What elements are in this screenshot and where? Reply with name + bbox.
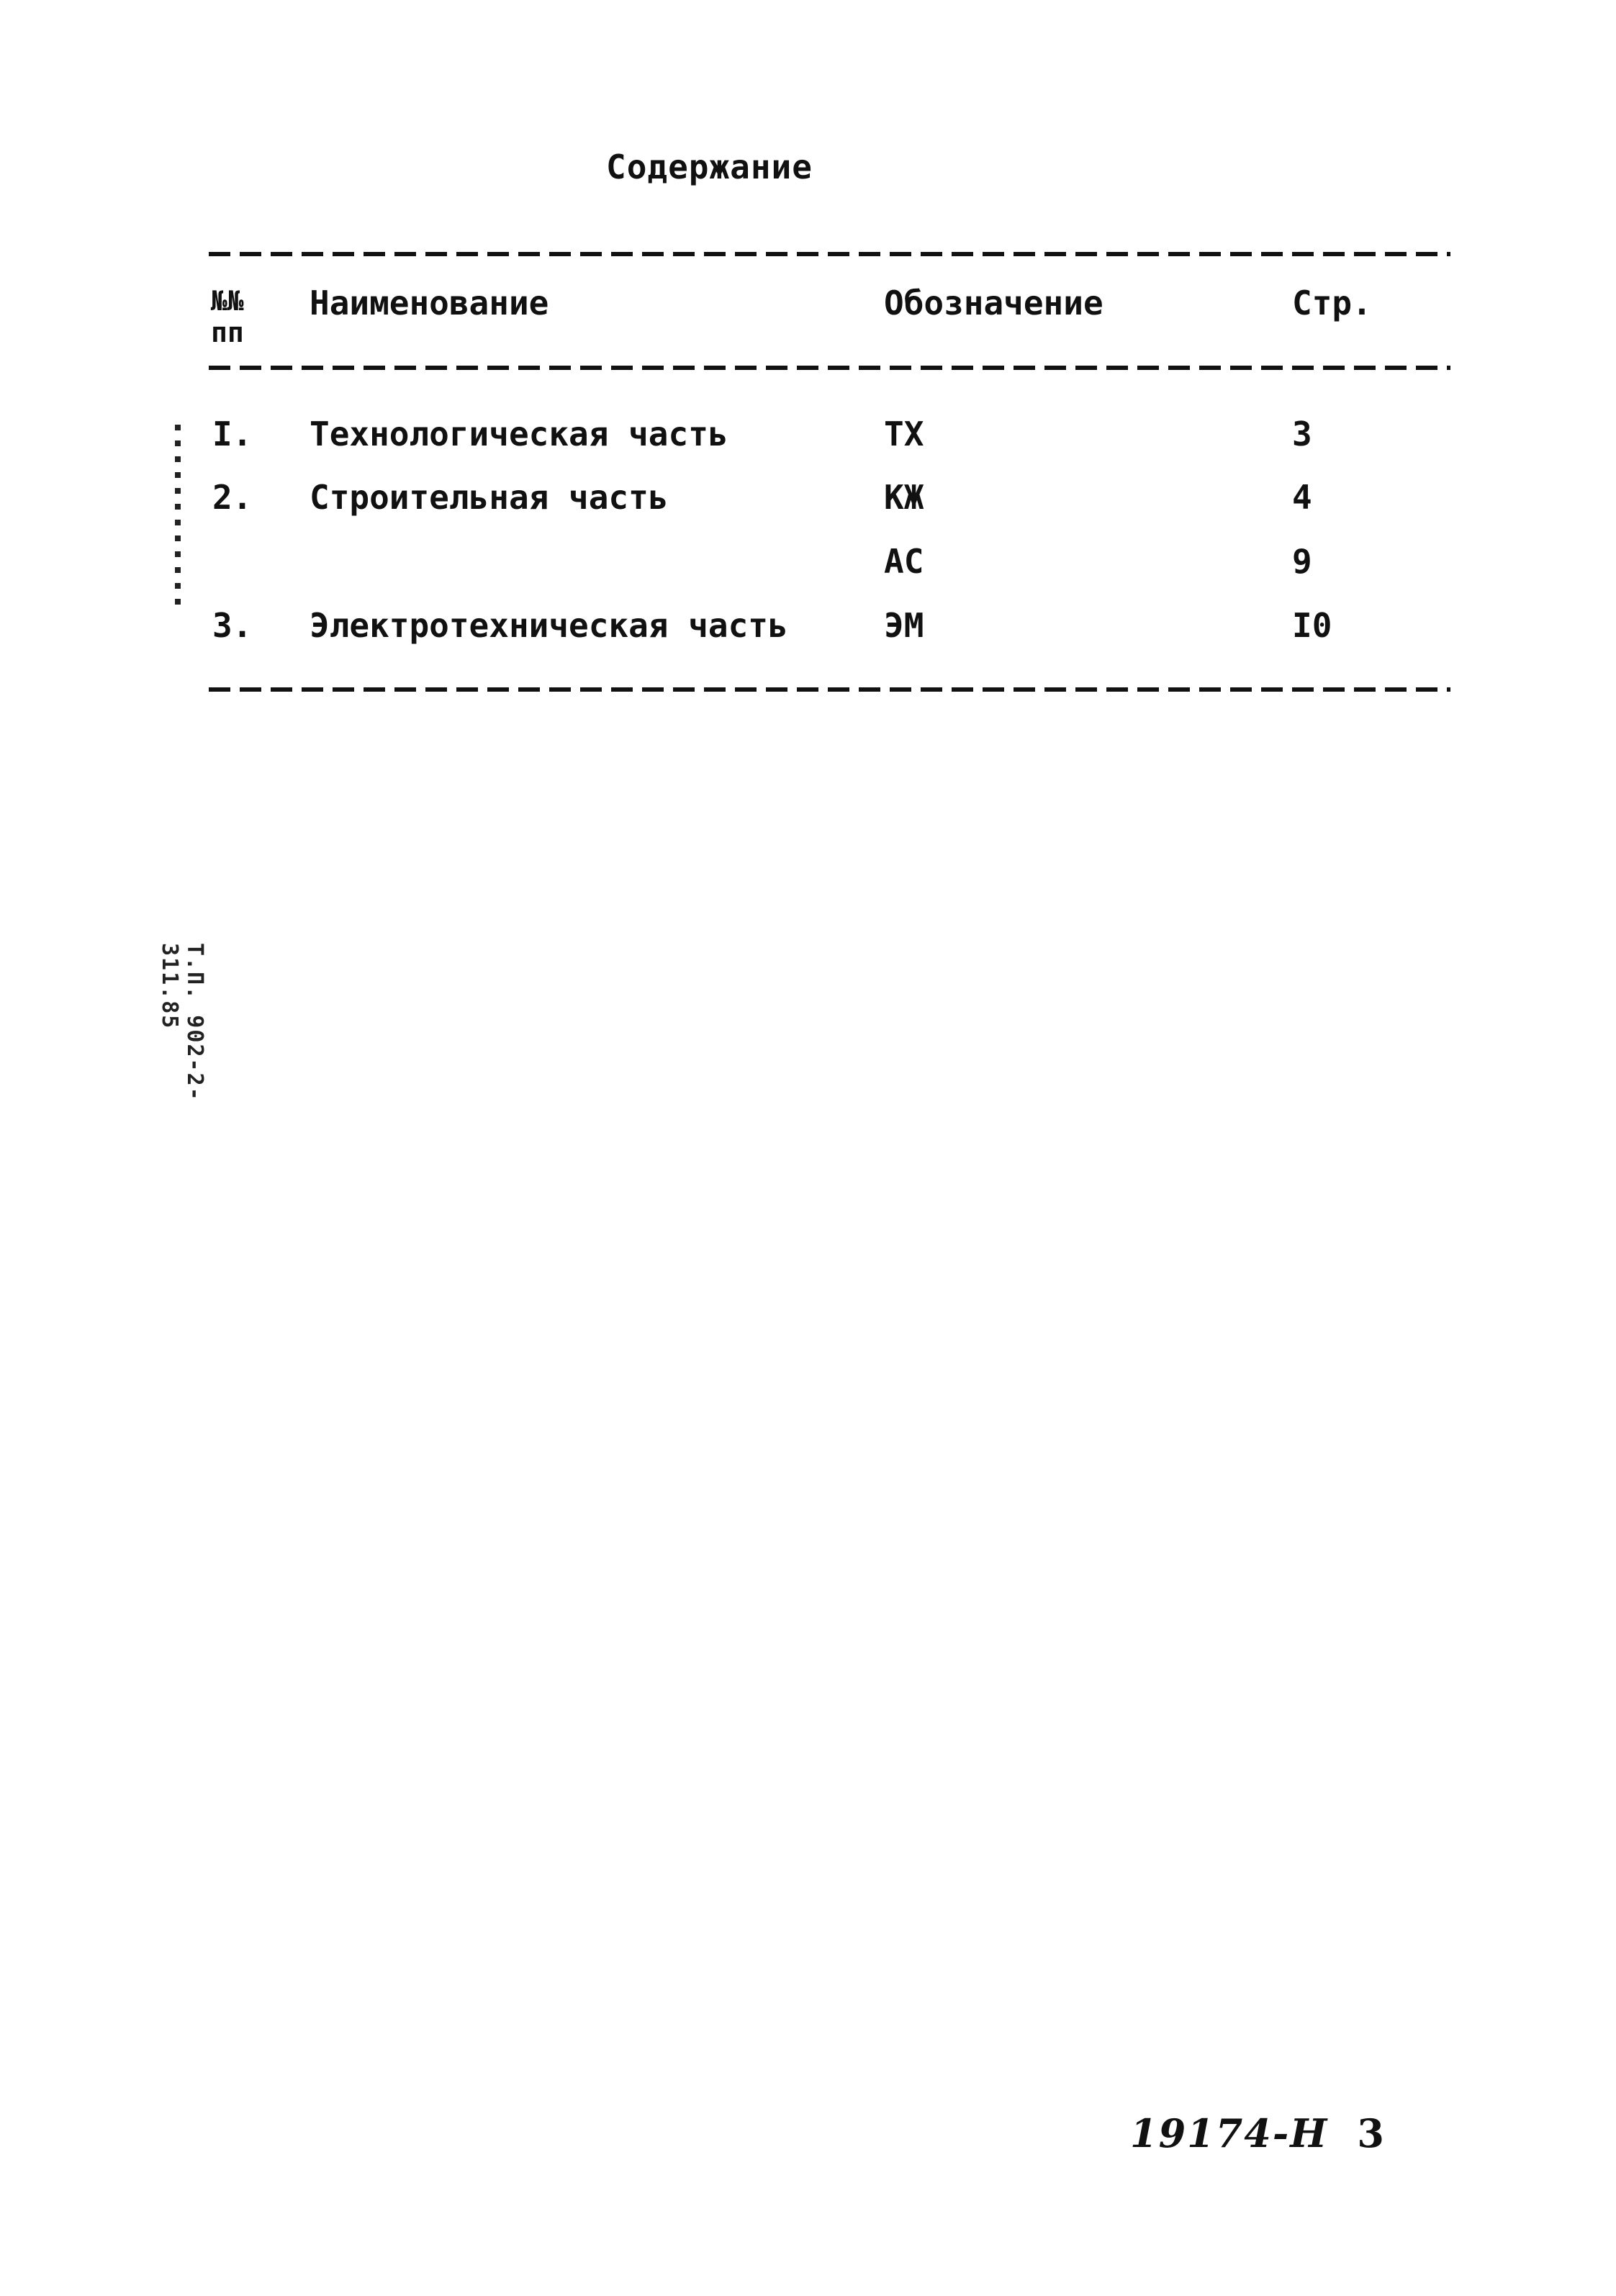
handwritten-page-number: 3 [1357, 2110, 1386, 2156]
table-header-dashed-line [209, 366, 1450, 370]
row-page: 9 [1292, 542, 1312, 581]
header-page: Стр. [1292, 284, 1372, 322]
header-number-line2: пп [211, 317, 244, 348]
row-name: Электротехническая часть [310, 606, 788, 645]
row-page: I0 [1292, 606, 1332, 645]
row-number: 2. [212, 478, 253, 517]
row-designation: АС [884, 542, 924, 581]
header-name: Наименование [310, 284, 549, 322]
margin-stamp [157, 936, 207, 1123]
row-designation: КЖ [884, 478, 924, 517]
row-number: I. [212, 415, 253, 453]
row-name: Технологическая часть [310, 415, 728, 453]
margin-ticks [175, 425, 181, 612]
handwritten-code: 19174-Н [1130, 2110, 1329, 2156]
row-name: Строительная часть [310, 478, 669, 517]
handwritten-footer [1130, 2110, 1386, 2156]
row-designation: ЭМ [884, 606, 924, 645]
document-title: Содержание [606, 148, 813, 186]
margin-stamp-text: Т.П. 902-2-311.85 [157, 943, 207, 1102]
table-bottom-dashed-line [209, 687, 1450, 692]
table-top-dashed-line [209, 252, 1450, 256]
row-page: 3 [1292, 415, 1312, 453]
header-number-line1: №№ [211, 285, 244, 317]
header-designation: Обозначение [884, 284, 1103, 322]
row-number: 3. [212, 606, 253, 645]
row-page: 4 [1292, 478, 1312, 517]
row-designation: ТХ [884, 415, 924, 453]
